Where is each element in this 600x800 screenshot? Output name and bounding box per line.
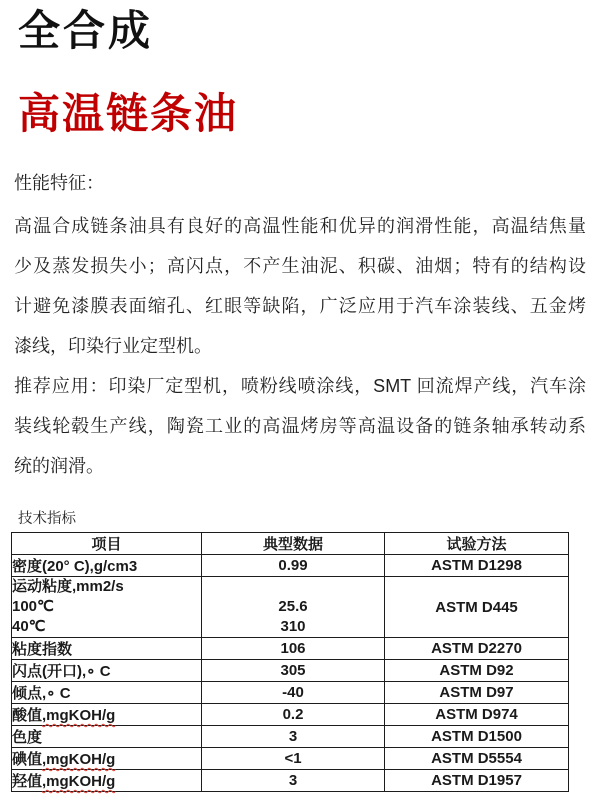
table-row-color bbox=[12, 726, 569, 748]
viscosity-40c-value: 310 bbox=[280, 618, 306, 635]
table-row-acid-value bbox=[12, 704, 569, 726]
spec-table bbox=[11, 532, 569, 792]
viscosity-100c-label: 100℃ bbox=[12, 598, 54, 615]
recommend-line: 推荐应用：印染厂定型机，喷粉线喷涂线，SMT 回流焊产线，汽车涂 bbox=[14, 376, 586, 396]
table-row-flash-point bbox=[12, 660, 569, 682]
method-cell: ASTM D1500 bbox=[385, 726, 569, 748]
viscosity-100c-value: 25.6 bbox=[278, 598, 308, 615]
item-cell bbox=[12, 770, 202, 792]
title-block bbox=[0, 6, 600, 140]
method-cell: ASTM D2270 bbox=[385, 638, 569, 660]
method-cell: ASTM D92 bbox=[385, 660, 569, 682]
item-cell bbox=[12, 704, 202, 726]
method-cell: ASTM D445 bbox=[385, 577, 569, 638]
item-cell: 密度(20° C),g/cm3 bbox=[12, 555, 202, 577]
item-label: 酸值 bbox=[12, 707, 43, 724]
value-cell: 106 bbox=[202, 638, 385, 660]
table-row-viscosity-index bbox=[12, 638, 569, 660]
item-cell bbox=[12, 577, 202, 638]
viscosity-label: 运动粘度,mm2/s bbox=[12, 578, 124, 595]
value-cell: 3 bbox=[202, 726, 385, 748]
header-test-method: 试验方法 bbox=[385, 533, 569, 555]
viscosity-value-blank bbox=[202, 577, 384, 597]
value-cell: 3 bbox=[202, 770, 385, 792]
table-row-pour-point bbox=[12, 682, 569, 704]
item-label-spellcheck: ,mgKOH/g bbox=[42, 707, 116, 724]
body-text bbox=[0, 168, 600, 486]
product-name-title: 高温链条油 bbox=[18, 90, 239, 137]
method-cell: ASTM D1298 bbox=[385, 555, 569, 577]
item-label-spellcheck: ,mgKOH/g bbox=[42, 751, 116, 768]
product-series-title: 全合成 bbox=[18, 7, 154, 54]
item-cell: 色度 bbox=[12, 726, 202, 748]
performance-heading: 性能特征： bbox=[14, 173, 104, 193]
method-cell: ASTM D97 bbox=[385, 682, 569, 704]
spec-table-caption: 技术指标 bbox=[18, 511, 76, 527]
value-cell: 0.99 bbox=[202, 555, 385, 577]
value-cell bbox=[202, 577, 385, 638]
item-cell: 闪点(开口),∘ C bbox=[12, 660, 202, 682]
viscosity-40c-label: 40℃ bbox=[12, 618, 46, 635]
recommend-line: 装线轮毂生产线，陶瓷工业的高温烤房等高温设备的链条轴承转动系 bbox=[14, 416, 586, 436]
performance-line: 漆线，印染行业定型机。 bbox=[14, 336, 212, 356]
value-cell: 305 bbox=[202, 660, 385, 682]
item-label-spellcheck: ,mgKOH/g bbox=[42, 773, 116, 790]
item-cell: 倾点,∘ C bbox=[12, 682, 202, 704]
header-typical-data: 典型数据 bbox=[202, 533, 385, 555]
spec-header-row bbox=[12, 533, 569, 555]
item-label: 碘值 bbox=[12, 751, 43, 768]
recommend-paragraph bbox=[14, 366, 586, 486]
table-row-density bbox=[12, 555, 569, 577]
method-cell: ASTM D1957 bbox=[385, 770, 569, 792]
item-cell bbox=[12, 748, 202, 770]
performance-paragraph bbox=[14, 206, 586, 366]
performance-line: 高温合成链条油具有良好的高温性能和优异的润滑性能，高温结焦量 bbox=[14, 216, 586, 236]
table-row-viscosity bbox=[12, 577, 569, 638]
item-label: 羟值 bbox=[12, 773, 43, 790]
value-cell: <1 bbox=[202, 748, 385, 770]
header-item: 项目 bbox=[12, 533, 202, 555]
table-row-hydroxyl-value bbox=[12, 770, 569, 792]
item-cell: 粘度指数 bbox=[12, 638, 202, 660]
value-cell: 0.2 bbox=[202, 704, 385, 726]
table-row-iodine-value bbox=[12, 748, 569, 770]
performance-line: 少及蒸发损失小；高闪点，不产生油泥、积碳、油烟；特有的结构设 bbox=[14, 256, 586, 276]
performance-line: 计避免漆膜表面缩孔、红眼等缺陷，广泛应用于汽车涂装线、五金烤 bbox=[14, 296, 586, 316]
method-cell: ASTM D974 bbox=[385, 704, 569, 726]
recommend-line: 统的润滑。 bbox=[14, 456, 104, 476]
value-cell: -40 bbox=[202, 682, 385, 704]
method-cell: ASTM D5554 bbox=[385, 748, 569, 770]
